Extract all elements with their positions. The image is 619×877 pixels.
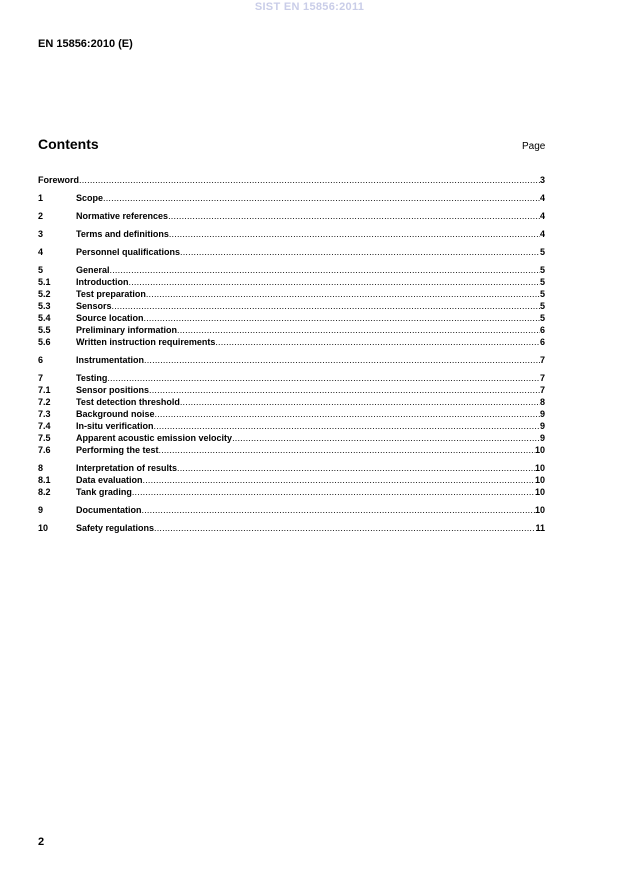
toc-leader-dots bbox=[232, 432, 540, 444]
toc-entry-title: Sensor positions bbox=[76, 385, 150, 395]
toc-entry-number: 9 bbox=[38, 505, 44, 515]
toc-leader-dots bbox=[180, 396, 540, 408]
toc-leader-dots bbox=[112, 300, 540, 312]
toc-leader-dots bbox=[129, 276, 540, 288]
toc-entry-page: 7 bbox=[539, 355, 545, 365]
toc-leader-dots bbox=[169, 228, 540, 240]
toc-entry-page: 5 bbox=[539, 289, 545, 299]
toc-entry-page: 10 bbox=[534, 505, 545, 515]
toc-entry-number: 7.6 bbox=[38, 445, 51, 455]
toc-entry-title: Scope bbox=[76, 193, 104, 203]
toc-leader-dots bbox=[79, 174, 540, 186]
toc-entry-page: 4 bbox=[539, 229, 545, 239]
toc-entry-source-location[interactable] bbox=[38, 312, 545, 324]
toc-entry-title: Testing bbox=[76, 373, 108, 383]
toc-entry-number: 3 bbox=[38, 229, 44, 239]
toc-entry-background-noise[interactable] bbox=[38, 408, 545, 420]
toc-entry-data-evaluation[interactable] bbox=[38, 474, 545, 486]
toc-leader-dots bbox=[132, 486, 535, 498]
toc-entry-sensor-positions[interactable] bbox=[38, 384, 545, 396]
toc-entry-page: 5 bbox=[539, 301, 545, 311]
toc-entry-personnel-qualifications[interactable] bbox=[38, 246, 545, 258]
toc-leader-dots bbox=[142, 504, 535, 516]
toc-entry-title: In-situ verification bbox=[76, 421, 154, 431]
toc-entry-number: 8 bbox=[38, 463, 44, 473]
toc-entry-number: 2 bbox=[38, 211, 44, 221]
toc-leader-dots bbox=[159, 444, 535, 456]
toc-entry-title: Documentation bbox=[76, 505, 142, 515]
toc-leader-dots bbox=[215, 336, 540, 348]
contents-title: Contents bbox=[38, 136, 99, 152]
toc-entry-page: 11 bbox=[535, 523, 545, 533]
toc-entry-page: 9 bbox=[539, 409, 545, 419]
toc-entry-normative-references[interactable] bbox=[38, 210, 545, 222]
toc-entry-title: Data evaluation bbox=[76, 475, 143, 485]
toc-leader-dots bbox=[103, 192, 540, 204]
toc-entry-introduction[interactable] bbox=[38, 276, 545, 288]
toc-entry-sensors[interactable] bbox=[38, 300, 545, 312]
toc-leader-dots bbox=[144, 354, 540, 366]
toc-entry-title: Performing the test bbox=[76, 445, 159, 455]
toc-leader-dots bbox=[143, 474, 535, 486]
toc-leader-dots bbox=[149, 384, 540, 396]
toc-entry-number: 1 bbox=[38, 193, 44, 203]
toc-entry-title: Safety regulations bbox=[76, 523, 155, 533]
toc-entry-page: 6 bbox=[539, 325, 545, 335]
document-id: EN 15856:2010 (E) bbox=[38, 38, 133, 50]
toc-entry-page: 10 bbox=[534, 445, 545, 455]
toc-entry-title: Introduction bbox=[76, 277, 129, 287]
toc-entry-number: 5.2 bbox=[38, 289, 51, 299]
toc-entry-title: Terms and definitions bbox=[76, 229, 169, 239]
toc-entry-performing-the-test[interactable] bbox=[38, 444, 545, 456]
toc-entry-number: 10 bbox=[38, 523, 49, 533]
toc-entry-title: Preliminary information bbox=[76, 325, 178, 335]
toc-leader-dots bbox=[154, 420, 540, 432]
toc-leader-dots bbox=[146, 288, 540, 300]
toc-entry-title: Written instruction requirements bbox=[76, 337, 216, 347]
toc-entry-number: 7.5 bbox=[38, 433, 51, 443]
toc-entry-number: 8.2 bbox=[38, 487, 51, 497]
toc-entry-page: 8 bbox=[539, 397, 545, 407]
toc-entry-number: 5.6 bbox=[38, 337, 51, 347]
toc-entry-test-preparation[interactable] bbox=[38, 288, 545, 300]
toc-entry-title: Instrumentation bbox=[76, 355, 145, 365]
table-of-contents bbox=[38, 174, 545, 534]
toc-entry-number: 6 bbox=[38, 355, 44, 365]
toc-entry-testing[interactable] bbox=[38, 372, 545, 384]
toc-leader-dots bbox=[107, 372, 540, 384]
toc-entry-number: 5.4 bbox=[38, 313, 51, 323]
toc-entry-documentation[interactable] bbox=[38, 504, 545, 516]
toc-entry-page: 10 bbox=[534, 463, 545, 473]
toc-entry-number: 7.3 bbox=[38, 409, 51, 419]
toc-entry-page: 10 bbox=[534, 475, 545, 485]
toc-entry-number: 5 bbox=[38, 265, 44, 275]
toc-entry-page: 9 bbox=[539, 433, 545, 443]
toc-entry-number: 7.4 bbox=[38, 421, 51, 431]
toc-entry-number: 7 bbox=[38, 373, 44, 383]
toc-entry-number: 5.5 bbox=[38, 325, 51, 335]
toc-leader-dots bbox=[144, 312, 540, 324]
toc-leader-dots bbox=[110, 264, 540, 276]
toc-entry-page: 7 bbox=[539, 385, 545, 395]
toc-entry-title: Test detection threshold bbox=[76, 397, 180, 407]
toc-entry-number: 5.1 bbox=[38, 277, 51, 287]
toc-entry-preliminary-information[interactable] bbox=[38, 324, 545, 336]
toc-entry-title: Interpretation of results bbox=[76, 463, 178, 473]
toc-entry-page: 10 bbox=[534, 487, 545, 497]
toc-entry-foreword[interactable] bbox=[38, 174, 545, 186]
toc-entry-terms-and-definitions[interactable] bbox=[38, 228, 545, 240]
toc-entry-apparent-acoustic-emission-velocity[interactable] bbox=[38, 432, 545, 444]
watermark: SIST EN 15856:2011 bbox=[254, 1, 365, 13]
toc-entry-page: 6 bbox=[539, 337, 545, 347]
toc-leader-dots bbox=[180, 246, 540, 258]
toc-leader-dots bbox=[168, 210, 540, 222]
toc-leader-dots bbox=[177, 462, 535, 474]
toc-entry-title: Normative references bbox=[76, 211, 169, 221]
toc-entry-safety-regulations[interactable] bbox=[38, 522, 545, 534]
toc-entry-title: Sensors bbox=[76, 301, 112, 311]
toc-entry-general[interactable] bbox=[38, 264, 545, 276]
toc-entry-title: Tank grading bbox=[76, 487, 132, 497]
toc-entry-written-instruction-requirements[interactable] bbox=[38, 336, 545, 348]
toc-entry-test-detection-threshold[interactable] bbox=[38, 396, 545, 408]
toc-entry-page: 4 bbox=[539, 193, 545, 203]
toc-entry-title: Apparent acoustic emission velocity bbox=[76, 433, 233, 443]
toc-entry-page: 5 bbox=[539, 313, 545, 323]
page-number: 2 bbox=[38, 836, 45, 848]
toc-entry-page: 4 bbox=[539, 211, 545, 221]
toc-entry-page: 3 bbox=[539, 175, 545, 185]
toc-entry-title: Foreword bbox=[38, 175, 80, 185]
toc-entry-title: Personnel qualifications bbox=[76, 247, 181, 257]
toc-entry-title: Background noise bbox=[76, 409, 155, 419]
toc-entry-title: General bbox=[76, 265, 110, 275]
toc-entry-page: 5 bbox=[539, 277, 545, 287]
toc-entry-page: 9 bbox=[539, 421, 545, 431]
toc-entry-in-situ-verification[interactable] bbox=[38, 420, 545, 432]
toc-entry-tank-grading[interactable] bbox=[38, 486, 545, 498]
toc-entry-number: 7.2 bbox=[38, 397, 51, 407]
toc-leader-dots bbox=[154, 522, 535, 534]
toc-entry-scope[interactable] bbox=[38, 192, 545, 204]
toc-entry-page: 7 bbox=[539, 373, 545, 383]
toc-entry-instrumentation[interactable] bbox=[38, 354, 545, 366]
toc-entry-number: 7.1 bbox=[38, 385, 51, 395]
toc-entry-number: 4 bbox=[38, 247, 44, 257]
toc-entry-title: Source location bbox=[76, 313, 144, 323]
toc-entry-number: 5.3 bbox=[38, 301, 51, 311]
toc-entry-page: 5 bbox=[539, 265, 545, 275]
toc-entry-title: Test preparation bbox=[76, 289, 146, 299]
toc-entry-interpretation-of-results[interactable] bbox=[38, 462, 545, 474]
toc-entry-number: 8.1 bbox=[38, 475, 51, 485]
toc-entry-page: 5 bbox=[539, 247, 545, 257]
toc-leader-dots bbox=[155, 408, 540, 420]
page-column-label: Page bbox=[522, 141, 546, 152]
toc-leader-dots bbox=[177, 324, 540, 336]
